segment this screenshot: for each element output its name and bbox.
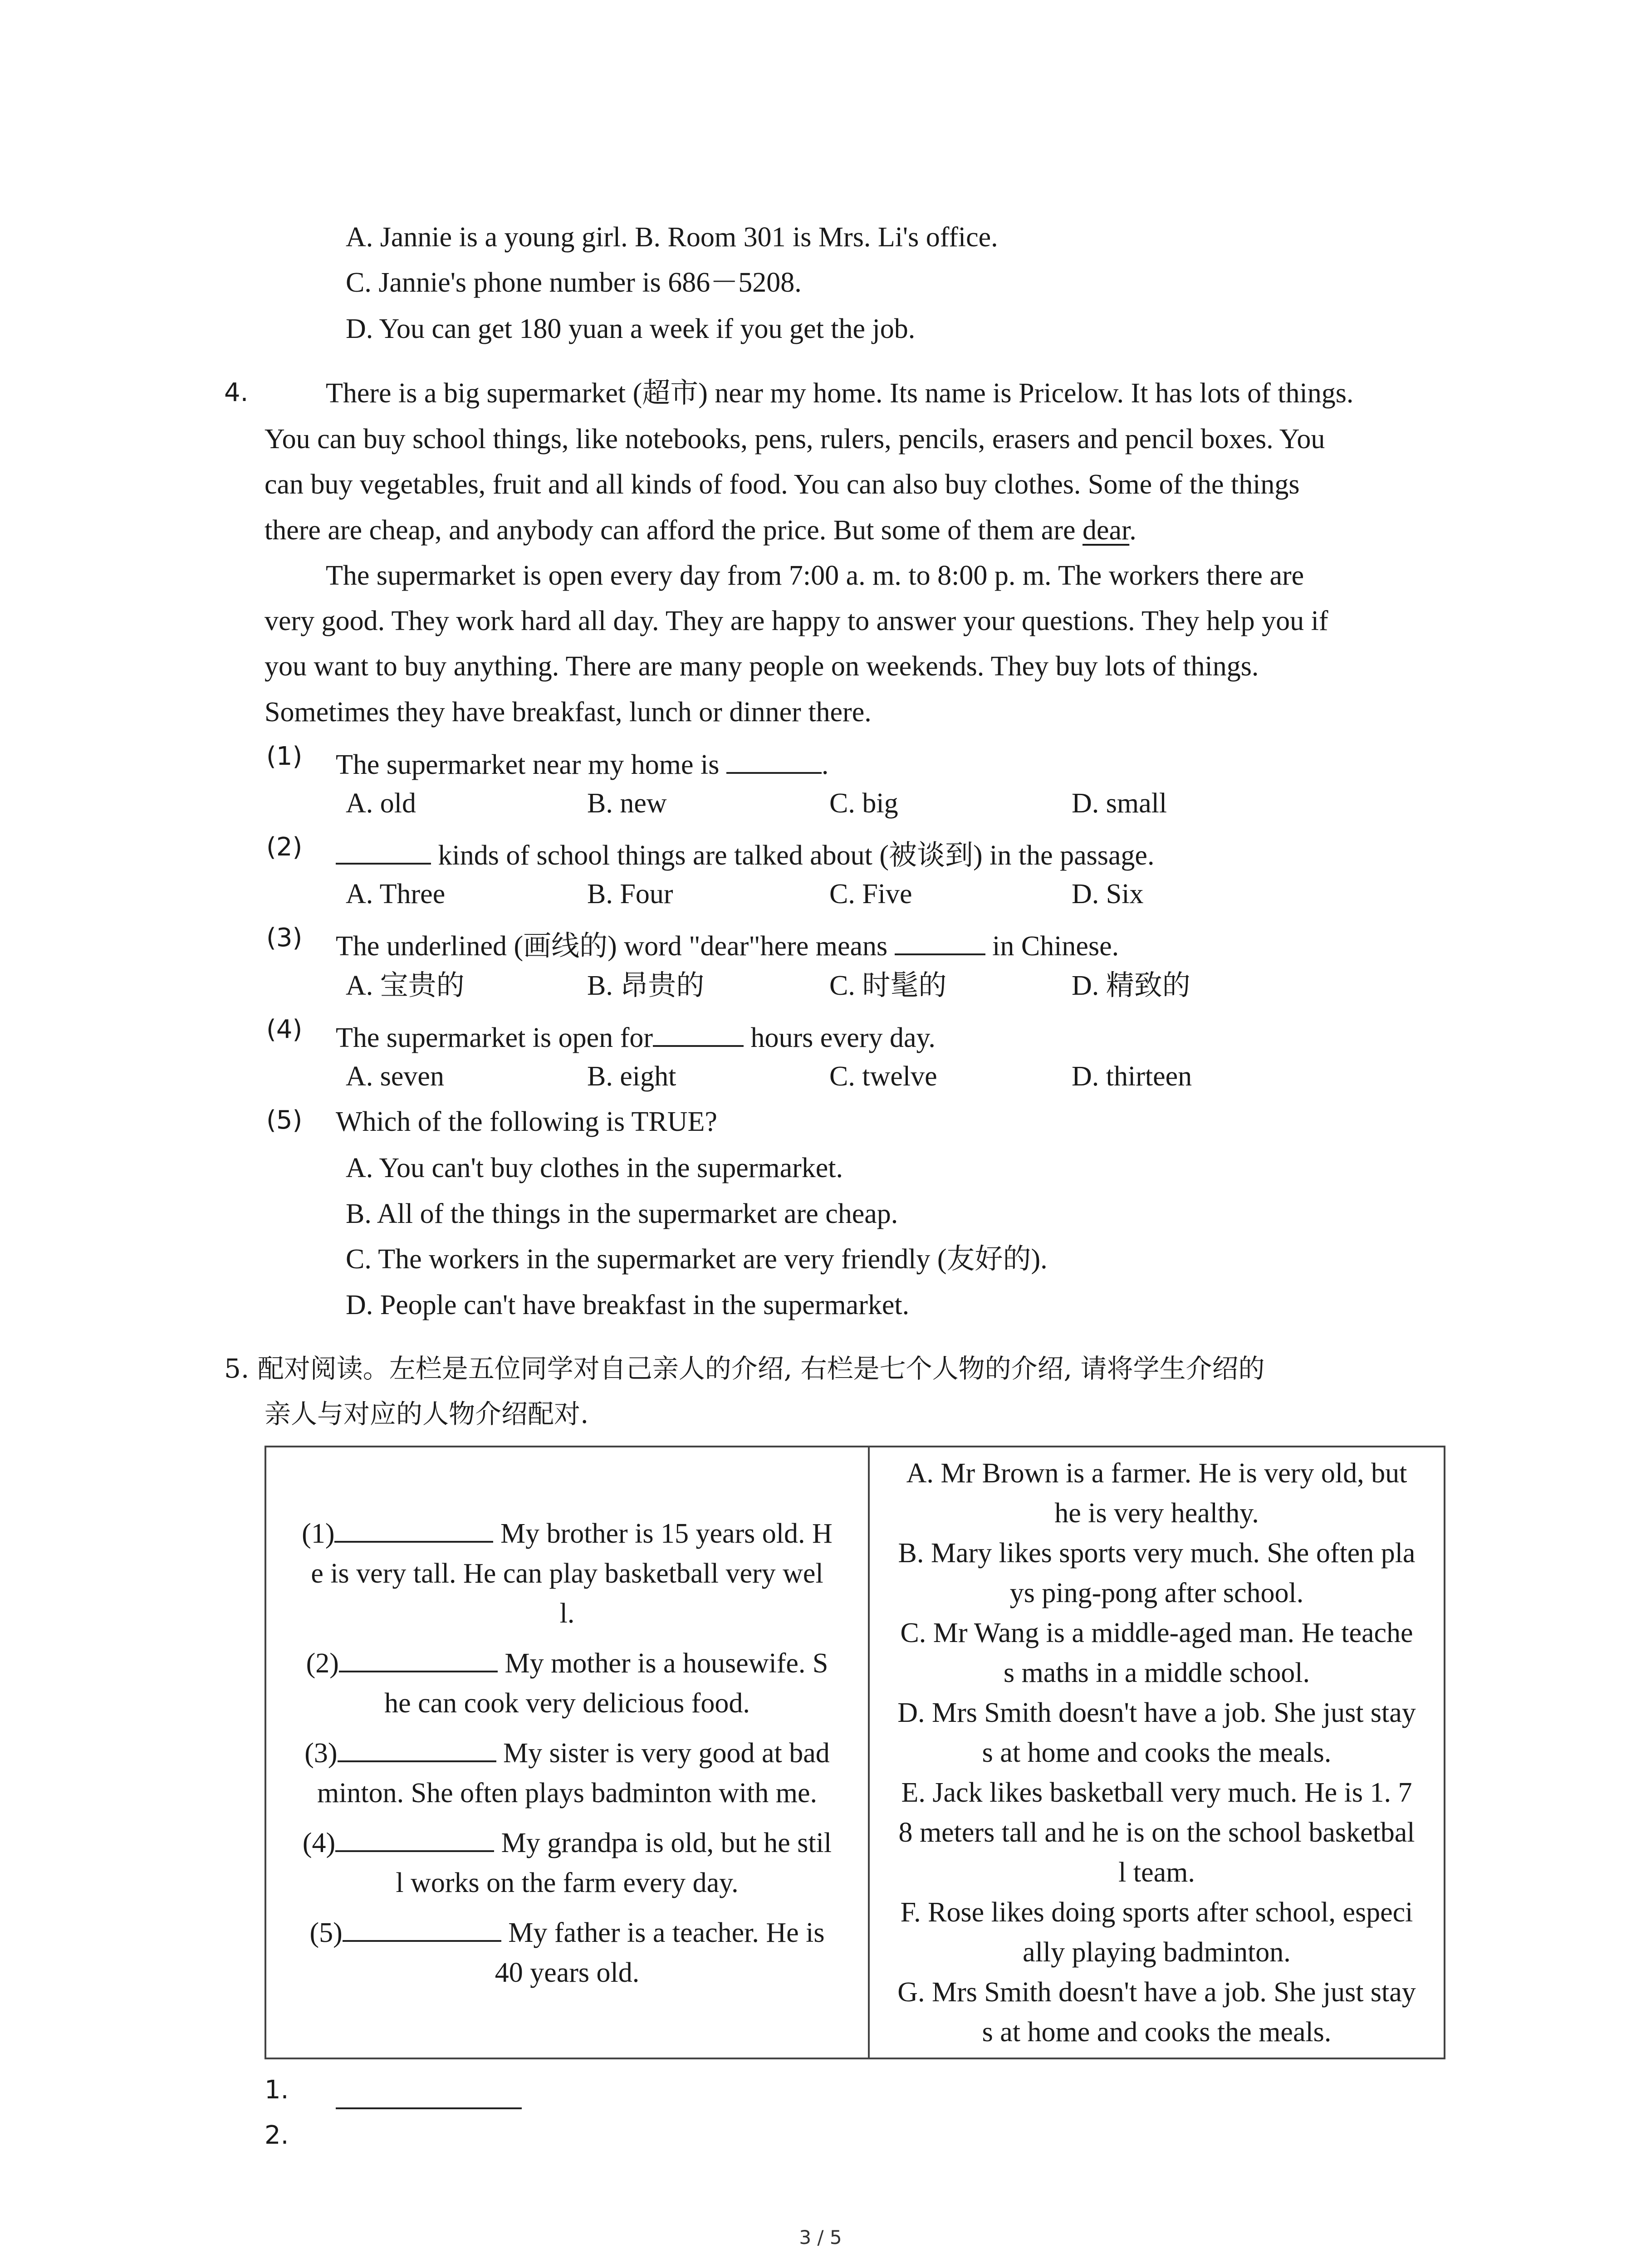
- q4-p2-line3: you want to buy anything. There are many people on weekends. They buy lots of things.: [265, 651, 1259, 682]
- q4-p1-line4-text: there are cheap, and anybody can afford the price. But some of them are: [265, 515, 1083, 546]
- q4-2-option-c: C. Five: [829, 879, 912, 909]
- right-item-a: [876, 1453, 1437, 1533]
- left-item-2-number: (2): [306, 1647, 339, 1679]
- q4-p1-line1: There is a big supermarket (超市) near my home. Its name is Pricelow. It has lots of things.: [326, 378, 1354, 409]
- q4-4-option-c: C. twelve: [829, 1061, 937, 1092]
- q4-3-option-b: B. 昂贵的: [587, 970, 705, 1001]
- q4-2-stem-text: kinds of school things are talked about (被谈到) in the passage.: [431, 840, 1155, 871]
- right-item-b: [876, 1533, 1437, 1613]
- left-item-1-line1: My brother is 15 years old. H: [500, 1518, 833, 1549]
- q4-3-number: (3): [266, 923, 303, 953]
- left-item-3: [273, 1732, 862, 1813]
- matching-left-column: [265, 1447, 869, 2058]
- answer-blank[interactable]: [334, 1513, 493, 1543]
- page-number: 3 / 5: [799, 2226, 842, 2248]
- right-item-d-line2: s at home and cooks the meals.: [982, 1737, 1332, 1768]
- q4-1-stem-text: The supermarket near my home is: [336, 749, 726, 780]
- matching-table: [265, 1446, 1445, 2059]
- q4-2-option-b: B. Four: [587, 879, 673, 909]
- q3-option-c: C. Jannie's phone number is 686－5208.: [346, 267, 802, 298]
- left-item-4-line2: l works on the farm every day.: [396, 1867, 739, 1898]
- q4-1-number: (1): [266, 742, 303, 771]
- q4-4-stem: [336, 1017, 936, 1052]
- answer-blank[interactable]: [726, 744, 822, 774]
- q4-2-number: (2): [266, 832, 303, 862]
- q4-5-option-b: B. All of the things in the supermarket are cheap.: [346, 1198, 898, 1229]
- q4-number: 4.: [224, 378, 249, 407]
- answer-blank[interactable]: [343, 1912, 501, 1942]
- right-item-c-line1: C. Mr Wang is a middle-aged man. He teache: [900, 1617, 1413, 1648]
- right-item-d-line1: D. Mrs Smith doesn't have a job. She just stay: [897, 1697, 1416, 1728]
- left-item-1: [273, 1513, 862, 1633]
- q4-2-option-d: D. Six: [1072, 879, 1144, 909]
- right-item-c: [876, 1613, 1437, 1693]
- right-item-g-line2: s at home and cooks the meals.: [982, 2016, 1332, 2048]
- left-item-2: [273, 1642, 862, 1723]
- q3-option-d: D. You can get 180 yuan a week if you get the job.: [346, 313, 916, 344]
- left-item-5-line1: My father is a teacher. He is: [508, 1917, 825, 1948]
- q4-5-option-c: C. The workers in the supermarket are very friendly (友好的).: [346, 1244, 1048, 1275]
- q4-p1-line3: can buy vegetables, fruit and all kinds of food. You can also buy clothes. Some of the things: [265, 469, 1300, 500]
- q4-2-stem: [336, 835, 1154, 870]
- left-item-4-number: (4): [302, 1827, 336, 1858]
- q4-4-number: (4): [266, 1015, 303, 1044]
- left-item-3-number: (3): [304, 1737, 338, 1769]
- left-item-3-line2: minton. She often plays badminton with me.: [317, 1777, 818, 1809]
- left-item-2-line2: he can cook very delicious food.: [384, 1687, 750, 1719]
- q4-5-option-a: A. You can't buy clothes in the supermarket.: [346, 1153, 843, 1183]
- q5-instructions-line2: 亲人与对应的人物介绍配对.: [265, 1398, 589, 1429]
- right-item-b-line1: B. Mary likes sports very much. She often pla: [898, 1537, 1416, 1569]
- q5-instructions-line1: 5. 配对阅读。左栏是五位同学对自己亲人的介绍, 右栏是七个人物的介绍, 请将学生介绍的: [224, 1353, 1265, 1384]
- answer-blank[interactable]: [338, 1732, 496, 1762]
- q4-1-option-d: D. small: [1072, 788, 1167, 819]
- right-item-b-line2: ys ping-pong after school.: [1009, 1577, 1304, 1608]
- q4-4-stem-text: The supermarket is open for: [336, 1022, 653, 1053]
- q4-4-option-a: A. seven: [346, 1061, 444, 1092]
- left-item-1-line2: e is very tall. He can play basketball very wel: [311, 1558, 823, 1589]
- left-item-5: [273, 1912, 862, 1993]
- q4-3-option-a: A. 宝贵的: [346, 970, 465, 1001]
- left-item-2-line1: My mother is a housewife. S: [505, 1647, 828, 1679]
- q4-5-stem: Which of the following is TRUE?: [336, 1106, 717, 1137]
- answer-line-1[interactable]: [336, 2107, 522, 2109]
- q4-p1-line2: You can buy school things, like notebooks, pens, rulers, pencils, erasers and pencil boxes. You: [265, 424, 1325, 455]
- left-item-3-line1: My sister is very good at bad: [503, 1737, 830, 1769]
- q3-option-a-b: A. Jannie is a young girl. B. Room 301 is Mrs. Li's office.: [346, 222, 998, 253]
- right-item-d: [876, 1693, 1437, 1773]
- q4-1-stem-end: .: [821, 749, 829, 780]
- right-item-f: [876, 1892, 1437, 1972]
- q4-1-option-c: C. big: [829, 788, 898, 819]
- q4-1-option-b: B. new: [587, 788, 667, 819]
- q4-3-stem: [336, 925, 1119, 960]
- right-item-a-line2: he is very healthy.: [1054, 1497, 1259, 1529]
- left-item-1-line3: l.: [559, 1598, 575, 1629]
- answer-blank[interactable]: [335, 1822, 494, 1852]
- q4-3-stem-end: in Chinese.: [985, 931, 1119, 962]
- q4-p2-line1: The supermarket is open every day from 7:00 a. m. to 8:00 p. m. The workers there are: [326, 560, 1304, 591]
- right-item-e-line1: E. Jack likes basketball very much. He is 1. 7: [901, 1777, 1412, 1808]
- left-item-5-number: (5): [309, 1917, 343, 1948]
- matching-right-column: [869, 1447, 1445, 2058]
- right-item-f-line1: F. Rose likes doing sports after school, especi: [900, 1897, 1413, 1928]
- q4-4-option-b: B. eight: [587, 1061, 676, 1092]
- right-item-e-line2: 8 meters tall and he is on the school basketbal: [898, 1817, 1415, 1848]
- answer-label-1: 1.: [265, 2075, 289, 2105]
- right-item-e-line3: l team.: [1118, 1857, 1195, 1888]
- q4-3-option-d: D. 精致的: [1072, 970, 1190, 1001]
- answer-label-2: 2.: [265, 2121, 289, 2150]
- answer-blank[interactable]: [336, 835, 431, 865]
- right-item-g-line1: G. Mrs Smith doesn't have a job. She just stay: [897, 1976, 1416, 2008]
- q4-3-option-c: C. 时髦的: [829, 970, 947, 1001]
- q4-1-option-a: A. old: [346, 788, 416, 819]
- right-item-g: [876, 1972, 1437, 2052]
- q4-p2-line4: Sometimes they have breakfast, lunch or dinner there.: [265, 697, 872, 728]
- right-item-a-line1: A. Mr Brown is a farmer. He is very old, but: [906, 1457, 1407, 1489]
- right-item-f-line2: ally playing badminton.: [1023, 1936, 1291, 1968]
- q4-p2-line2: very good. They work hard all day. They are happy to answer your questions. They help you if: [265, 606, 1328, 636]
- left-item-1-number: (1): [302, 1518, 335, 1549]
- q4-p1-line4-end: .: [1129, 515, 1136, 546]
- q4-p1-line4: [265, 516, 1136, 544]
- underlined-word-dear: dear: [1082, 515, 1130, 546]
- answer-blank[interactable]: [339, 1642, 498, 1672]
- q4-5-option-d: D. People can't have breakfast in the supermarket.: [346, 1290, 910, 1320]
- q4-2-option-a: A. Three: [346, 879, 446, 909]
- answer-blank[interactable]: [895, 925, 985, 955]
- left-item-4-line1: My grandpa is old, but he stil: [501, 1827, 832, 1858]
- q4-1-stem: [336, 744, 828, 779]
- q4-4-option-d: D. thirteen: [1072, 1061, 1192, 1092]
- answer-blank[interactable]: [653, 1017, 744, 1047]
- left-item-4: [273, 1822, 862, 1903]
- q4-3-stem-text: The underlined (画线的) word "dear"here means: [336, 931, 895, 962]
- left-item-5-line2: 40 years old.: [495, 1957, 640, 1988]
- q4-4-stem-end: hours every day.: [743, 1022, 936, 1053]
- right-item-c-line2: s maths in a middle school.: [1003, 1657, 1310, 1688]
- right-item-e: [876, 1773, 1437, 1892]
- q4-5-number: (5): [266, 1105, 303, 1135]
